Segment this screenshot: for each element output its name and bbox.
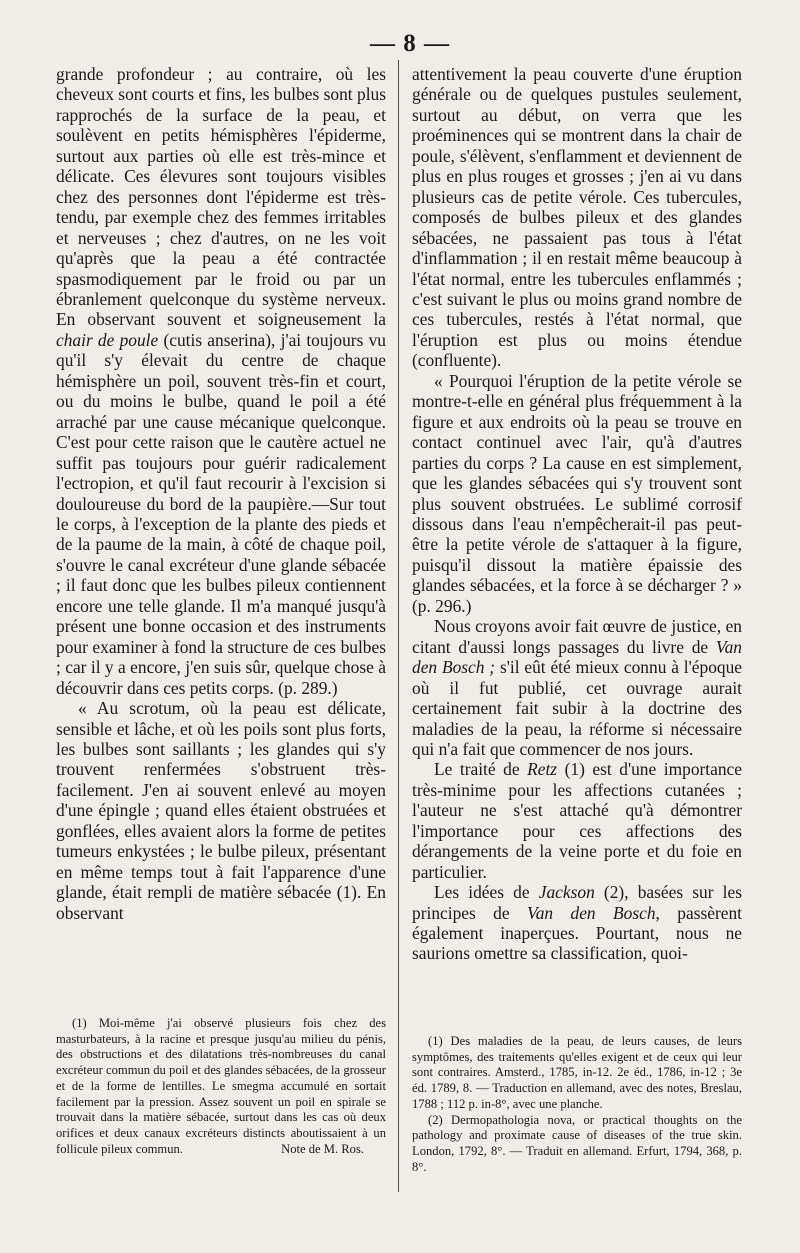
italic-term: Retz [527,759,558,780]
footnote: (1) Des maladies de la peau, de leurs causes, de leurs symptômes, des traitements qu'elles exigent et de ceux qui leur sont contraires. Amsterd., 1785, in-12. 2e éd., 1786, in-12 ; 3e éd. 1789, 8. — Traduction en allemand, avec des notes, Breslau, 1788 ; 112 p. in-8°, avec une planche. [412,1034,742,1111]
footnotes-right [412,1034,742,1175]
text-run: attentivement la peau couverte d'une éruption générale ou de quelques pustules seulement, surtout au début, on verra que les proéminences qui se montrent dans la chair de poule, s'élèvent, s'enflamment et deviennent de plus en plus rouges et grosses ; j'en ai vu dans plusieurs cas de petite vérole. Ces tubercules, composés de bulbes pileux et des glandes sébacées, ne passaient pas tous à l'état d'inflammation ; il en restait même beaucoup à l'état normal, entre les tubercules enflammés ; c'est suivant le plus ou moins grand nombre de ces tubercules, restés à l'état normal, que l'éruption est plus ou moins étendue (confluente). [412,64,742,371]
footnote: (2) Dermopathologia nova, or practical thoughts on the pathology and proximate cause of diseases of the true skin. London, 1792, 8°. — Traduit en allemand. Erfurt, 1794, 368, p. 8°. [412,1112,742,1174]
paragraph [412,759,742,882]
text-run: Le traité de [434,759,528,780]
text-run: (1) est d'une importance très-minime pour les affections cutanées ; l'auteur ne s'est attaché qu'à démontrer l'importance pour ces affections des dérangements de la veine porte et du foie en particulier. [412,759,742,882]
footnote: (1) Moi-même j'ai observé plusieurs fois chez des masturbateurs, à la racine et presque jusqu'au milieu du pénis, des obstructions et des dilatations très-nombreuses du canal excréteur commun du poil et des glandes sébacées, de la grosseur et de la forme de lentilles. Le smegma accumulé en sortait facilement par la pression. Assez souvent un poil en spirale se trouvait dans la matière sébacée, surtout dans les cas où deux orifices et deux canaux excréteurs distincts aboutissaient à un follicule pileux commun. [56,1016,386,1156]
italic-term: chair de poule [56,329,159,350]
footnotes-left [56,1016,386,1157]
text-run: grande profondeur ; au contraire, où les cheveux sont courts et fins, les bulbes sont plus rapprochés de la surface de la peau, et soulèvent en petits hémisphères l'épiderme, surtout aux parties où elle est très-mince et délicate. Ces élevures sont toujours visibles chez des personnes dont l'épiderme est très-tendu, par exemple chez des femmes irritables et nerveuses ; chez d'autres, on ne les voit qu'après que la peau a été contractée spasmodiquement par le froid ou par un ébranlement quelconque du système nerveux. En observant souvent et soigneusement la [56,64,386,330]
text-run: « Pourquoi l'éruption de la petite vérole se montre-t-elle en général plus fréquemment à la figure et aux endroits où la peau se trouve en contact continuel avec l'air, qu'à d'autres parties du corps ? La cause en est simplement, que les glandes sébacées qui s'y trouvent sont plus souvent obstruées. Le sublimé corrosif dissous dans l'eau n'empêcherait-il pas peut-être la petite vérole de s'attaquer à la figure, puisqu'il dissout la matière épaissie des glandes sébacées, et la force à se décharger ? » (p. 296.) [412,370,742,616]
italic-term: Van den Bosch [527,902,656,923]
paragraph [56,64,386,698]
paragraph [412,64,742,371]
text-run: « Au scrotum, où la peau est délicate, sensible et lâche, et où les poils sont plus forts, les bulbes sont saillants ; les glandes qui s'y trouvent renfermées s'obstruent très-facilement. J'en ai souvent enlevé au moyen d'une épingle ; quand elles étaient obstruées et gonflées, elles avaient alors la forme de petites tumeurs enkystées ; le bulbe pileux, présentant en même temps tout à fait l'apparence d'une glande, était rempli de matière sébacée (1). En observant [56,698,386,923]
paragraph [412,616,742,759]
italic-term: Jackson [538,882,595,903]
text-run: (2), basées sur les principes de [412,882,742,923]
footnote-signature: Note de M. Ros. [281,1141,364,1156]
paragraph [412,371,742,616]
italic-term: Van den Bosch ; [412,636,742,678]
paragraph [56,698,386,923]
text-run: Les idées de [434,882,539,903]
text-run: Nous croyons avoir fait œuvre de justice, en citant d'aussi longs passages du livre de [412,616,742,657]
right-column [412,64,742,964]
text-run: s'il eût été mieux connu à l'époque où il fut publié, cet ouvrage aurait certainement fait subir à la doctrine des maladies de la peau, la réforme si nécessaire qui n'a fait que commencer de nos jours. [412,657,742,759]
column-divider [398,60,399,1192]
page-number: — 8 — [370,30,450,57]
text-run: (cutis anserina), j'ai toujours vu qu'il s'y élevait du centre de chaque hémisphère un poil, souvent très-fin et court, ou du moins le bulbe, quand le poil a été arraché par une cause mécanique quelconque. C'est pour cette raison que le cautère actuel ne suffit pas toujours pour guérir radicalement l'ectropion, et qu'il faut recourir à l'excision si douloureuse du bord de la paupière.—Sur tout le corps, à l'exception de la plante des pieds et de la paume de la main, à côté de chaque poil, s'ouvre le canal excréteur d'une glande sébacée ; il faut donc que les bulbes pileux contiennent encore une telle glande. Il m'a manqué jusqu'à présent une bonne occasion et des instruments pour examiner à fond la structure de ces bulbes ; car il y a encore, j'en suis sûr, quelque chose à découvrir dans ces petits corps. (p. 289.) [56,329,386,698]
paragraph [412,882,742,964]
text-run: , passèrent également inaperçues. Pourtant, nous ne saurions omettre sa classification, quoi- [412,902,743,964]
left-column [56,64,386,923]
